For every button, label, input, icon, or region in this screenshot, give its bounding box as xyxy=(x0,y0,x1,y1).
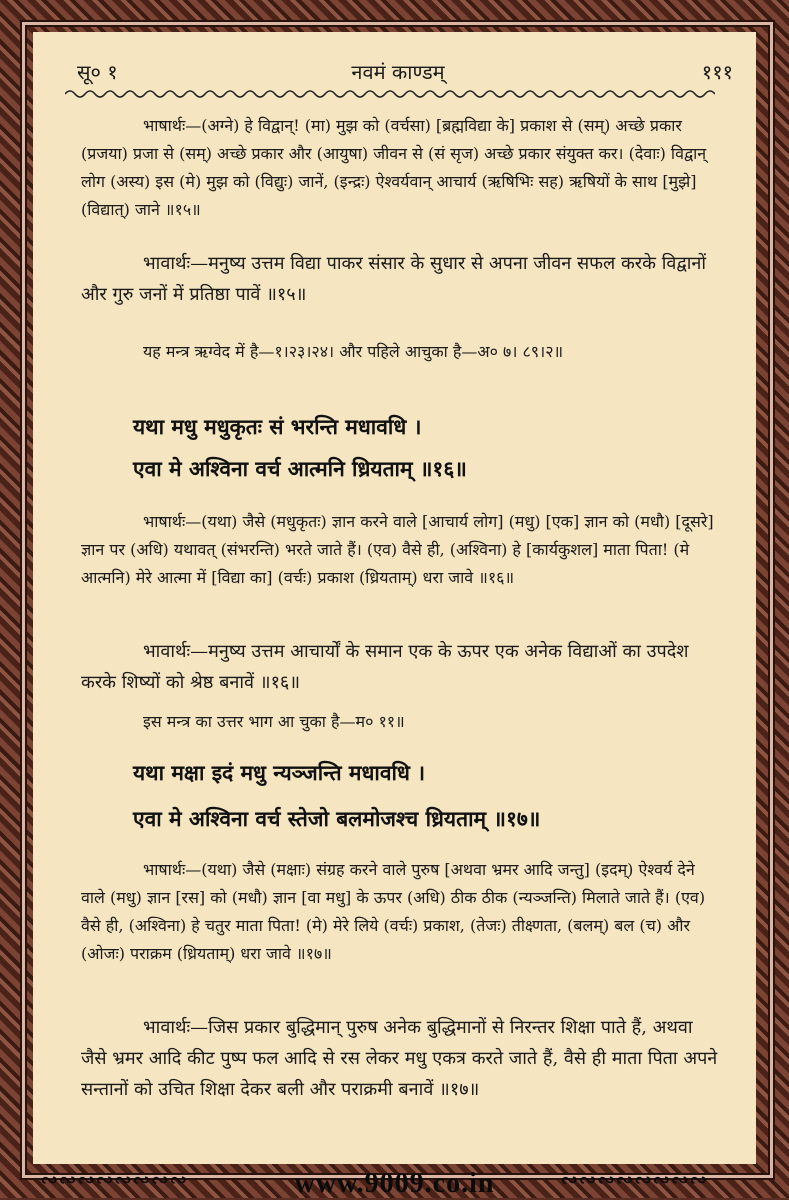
bhavarth-15: भावार्थः—मनुष्य उत्तम विद्या पाकर संसार के सुधार से अपना जीवन सफल करके विद्वानों और गुरु जनों में प्रतिष्ठा पावें ॥१५॥ xyxy=(81,253,707,305)
scroll-ornament-icon: ∾∾∾∾∾∾∾∾ xyxy=(560,1168,708,1193)
mantra-17-line1: यथा मक्षा इदं मधु न्यञ्जन्ति मधावधि । xyxy=(133,760,426,785)
page-number: १११ xyxy=(701,60,733,84)
bhavarth-16: भावार्थः—मनुष्य उत्तम आचार्यों के समान एक के ऊपर एक अनेक विद्याओं का उपदेश करके शिष्यों को श्रेष्ठ बनावें ॥१६॥ xyxy=(81,641,689,693)
page-title: नवमं काण्डम् xyxy=(351,60,445,84)
website-url[interactable]: www.9009.co.in xyxy=(294,1168,495,1199)
scroll-ornament-icon: ∾∾∾∾∾∾∾∾ xyxy=(40,1168,188,1193)
mantra-17-line2: एवा मे अश्विना वर्च स्तेजो बलमोजश्च ध्रियताम् ॥१७॥ xyxy=(133,806,541,831)
bhavarth-17: भावार्थः—जिस प्रकार बुद्धिमान् पुरुष अनेक बुद्धिमानों से निरन्तर शिक्षा पाते हैं, अथवा जैसे भ्रमर आदि कीट पुष्प फल आदि से रस लेकर मधु एकत्र करते जाते हैं, वैसे ही माता पिता अपने सन्तानों को उचित शिक्षा देकर बली और पराक्रमी बनावें ॥१७॥ xyxy=(81,1017,718,1100)
page-header xyxy=(63,58,733,88)
header-rule xyxy=(65,88,715,100)
reference-note-15: यह मन्त्र ऋग्वेद में है—१।२३।२४। और पहिले आचुका है—अ० ७। ८९।२॥ xyxy=(143,342,564,361)
book-page xyxy=(33,32,756,1164)
bhasharth-16: भाषार्थः—(यथा) जैसे (मधुकृतः) ज्ञान करने वाले [आचार्य लोग] (मधु) [एक] ज्ञान को (मधौ) [दूसरे] ज्ञान पर (अधि) यथावत् (संभरन्ति) भरते जाते हैं। (एव) वैसे ही, (अश्विना) हे [कार्यकुशल] माता पिता! (मे आत्मनि) मेरे आत्मा में [विद्या का] (वर्चः) प्रकाश (ध्रियताम्) धरा जावे ॥१६॥ xyxy=(81,512,714,587)
bhasharth-15: भाषार्थः—(अग्ने) हे विद्वान्! (मा) मुझ को (वर्चसा) [ब्रह्मविद्या के] प्रकाश से (सम्) अच्छे प्रकार (प्रजया) प्रजा से (सम्) अच्छे प्रकार और (आयुषा) जीवन से (सं सृज) अच्छे प्रकार संयुक्त कर। (देवाः) विद्वान् लोग (अस्य) इस (मे) मुझ को (विद्युः) जानें, (इन्द्रः) ऐश्वर्यवान् आचार्य (ऋषिभिः सह) ऋषियों के साथ [मुझे] (विद्यात्) जाने ॥१५॥ xyxy=(81,116,707,219)
sukta-number: सू० १ xyxy=(77,60,118,84)
mantra-16-line2: एवा मे अश्विना वर्च आत्मनि ध्रियताम् ॥१६॥ xyxy=(133,456,467,481)
reference-note-16: इस मन्त्र का उत्तर भाग आ चुका है—म० ११॥ xyxy=(143,712,405,731)
mantra-16-line1: यथा मधु मधुकृतः सं भरन्ति मधावधि । xyxy=(133,414,422,439)
bhasharth-17: भाषार्थः—(यथा) जैसे (मक्षाः) संग्रह करने वाले पुरुष [अथवा भ्रमर आदि जन्तु] (इदम्) ऐश्वर्य देने वाले (मधु) ज्ञान [रस] को (मधौ) ज्ञान [वा मधु] के ऊपर (अधि) ठीक ठीक (न्यञ्जन्ति) मिलाते जाते हैं। (एव) वैसे ही, (अश्विना) हे चतुर माता पिता! (मे) मेरे लिये (वर्चः) प्रकाश, (तेजः) तीक्ष्णता, (बलम्) बल (च) और (ओजः) पराक्रम (ध्रियताम्) धरा जावे ॥१७॥ xyxy=(81,860,706,963)
